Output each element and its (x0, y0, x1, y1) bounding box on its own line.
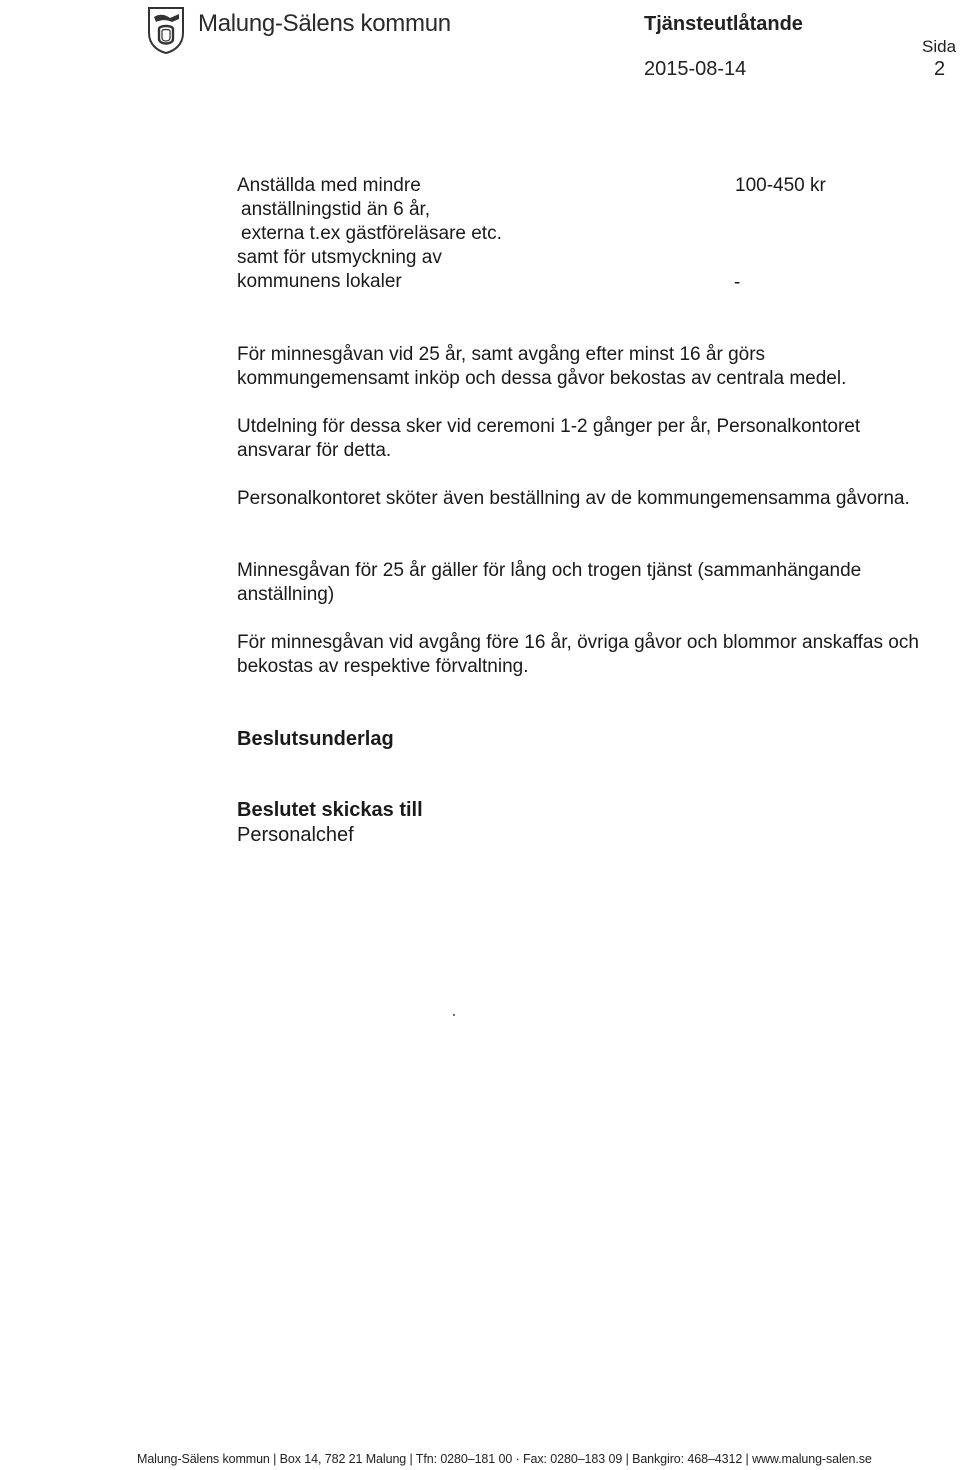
section-heading-beslutet-skickas: Beslutet skickas till (237, 799, 423, 821)
paragraph: För minnesgåvan vid avgång före 16 år, övriga gåvor och blommor anskaffas och bekostas av respektive förvaltning. (237, 632, 919, 677)
gift-amount: 100-450 kr (735, 175, 826, 196)
document-date: 2015-08-14 (644, 58, 747, 80)
paragraph: Utdelning för dessa sker vid ceremoni 1-2 gånger per år, Personalkontoret ansvarar för detta. (237, 416, 861, 461)
footer-contact-line: Malung-Sälens kommun | Box 14, 782 21 Malung | Tfn: 0280–181 00 · Fax: 0280–183 09 | Bankgiro: 468–4312 | www.malung-salen.se (137, 1452, 872, 1466)
gift-category-line: anställningstid än 6 år, (241, 199, 431, 220)
gift-category-line: kommunens lokaler (237, 271, 402, 292)
paragraph: Minnesgåvan för 25 år gäller för lång och trogen tjänst (sammanhängande anställning) (237, 560, 862, 605)
gift-category-line: externa t.ex gästföreläsare etc. (241, 223, 502, 244)
section-heading-beslutsunderlag: Beslutsunderlag (237, 728, 394, 750)
gift-amount-dash: - (734, 272, 741, 293)
page-label: Sida (922, 37, 957, 56)
document-type: Tjänsteutlåtande (644, 13, 803, 35)
gift-category-line: samt för utsmyckning av (237, 247, 442, 268)
scan-speck (453, 1014, 455, 1016)
organization-name: Malung-Sälens kommun (198, 10, 451, 37)
paragraph: Personalkontoret sköter även beställning av de kommungemensamma gåvorna. (237, 488, 910, 509)
coat-of-arms-logo (146, 5, 186, 55)
recipient: Personalchef (237, 824, 354, 846)
gift-category-line: Anställda med mindre (237, 175, 421, 196)
page-number: 2 (934, 58, 946, 80)
paragraph: För minnesgåvan vid 25 år, samt avgång efter minst 16 år görs kommungemensamt inköp och dessa gåvor bekostas av centrala medel. (237, 344, 847, 389)
